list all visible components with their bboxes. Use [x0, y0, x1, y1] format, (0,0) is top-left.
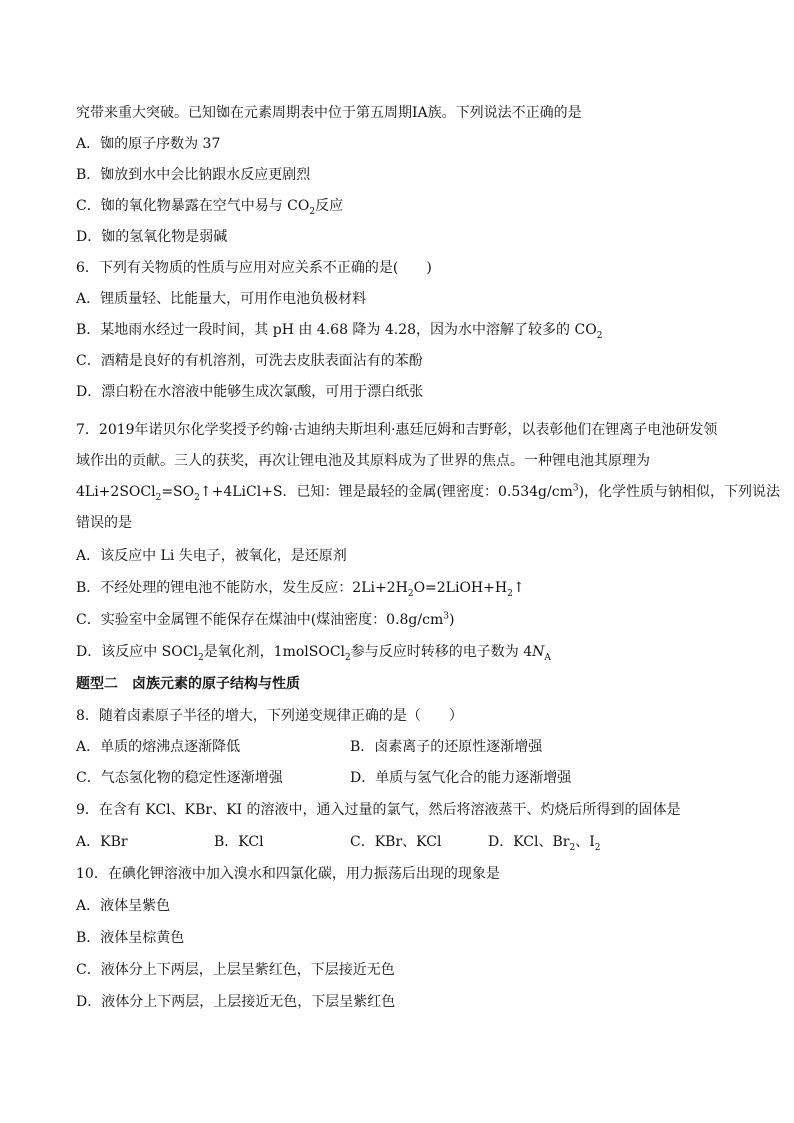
q9-stem: 9．在含有 KCl、KBr、KI 的溶液中，通入过量的氯气，然后将溶液蒸干、灼烧后所得到的固体是 [76, 802, 681, 818]
q6-stem: 6．下列有关物质的性质与应用对应关系不正确的是( ) [76, 260, 432, 276]
q8-option-d: D．单质与氢气化合的能力逐渐增强 [350, 770, 572, 786]
q7-stem-line-4: 错误的是 [76, 515, 132, 531]
q9-option-a: A．KBr [76, 834, 128, 850]
q9-option-c: C．KBr、KCl [350, 834, 442, 850]
q5-option-d: D．铷的氢氧化物是弱碱 [76, 229, 228, 245]
q8-stem: 8．随着卤素原子半径的增大，下列递变规律正确的是（ ） [76, 708, 463, 724]
q6-option-a: A．锂质量轻、比能量大，可用作电池负极材料 [76, 291, 367, 307]
q6-option-b: B．某地雨水经过一段时间，其 pH 由 4.68 降为 4.28，因为水中溶解了较多的 $CO_2$ [76, 322, 603, 341]
q10-option-c: C．液体分上下两层，上层呈紫红色，下层接近无色 [76, 962, 395, 978]
q8-option-c: C．气态氢化物的稳定性逐渐增强 [76, 770, 283, 786]
q10-stem: 10．在碘化钾溶液中加入溴水和四氯化碳，用力振荡后出现的现象是 [76, 866, 500, 882]
q9-option-b: B．KCl [214, 834, 264, 850]
q6-option-d: D．漂白粉在水溶液中能够生成次氯酸，可用于漂白纸张 [76, 384, 424, 400]
q9-option-d: D．KCl、$Br_2$、$I_2$ [488, 834, 601, 853]
section-2-title: 题型二 卤族元素的原子结构与性质 [76, 676, 300, 692]
q7-equation-line: $4Li+2SOCl_2=SO_2↑+4LiCl+S$．已知：锂是最轻的金属(锂密度：$0.534g/cm^3$)，化学性质与钠相似，下列说法 [76, 483, 781, 503]
q7-option-c: C．实验室中金属锂不能保存在煤油中(煤油密度：$0.8g/cm^3$) [76, 611, 455, 628]
q7-option-a: A．该反应中 Li 失电子，被氧化，是还原剂 [76, 548, 347, 564]
question-5-stem-continuation: 究带来重大突破。已知铷在元素周期表中位于第五周期ⅠA族。下列说法不正确的是 [76, 105, 582, 121]
q10-option-a: A．液体呈紫色 [76, 898, 171, 914]
q5-option-a: A．铷的原子序数为 37 [76, 136, 221, 152]
q7-stem-line-2: 域作出的贡献。三人的获奖，再次让锂电池及其原料成为了世界的焦点。一种锂电池其原理为 [76, 453, 650, 469]
q7-option-b: B．不经处理的锂电池不能防水，发生反应：$2Li+2H_2O=2LiOH+H_2↑$ [76, 580, 525, 599]
q5-option-b: B．铷放到水中会比钠跟水反应更剧烈 [76, 167, 311, 183]
q8-option-b: B．卤素离子的还原性逐渐增强 [350, 739, 543, 755]
q7-option-d: D．该反应中 SOCl$_2$是氧化剂，1molSOCl$_2$参与反应时转移的电子数为 $4N_A$ [76, 644, 551, 663]
q7-stem-line-1: 7．2019年诺贝尔化学奖授予约翰·古迪纳夫斯坦利·惠廷厄姆和吉野彰，以表彰他们在锂离子电池研发领 [76, 422, 718, 438]
q8-option-a: A．单质的熔沸点逐渐降低 [76, 739, 241, 755]
q10-option-b: B．液体呈棕黄色 [76, 930, 185, 946]
q5-option-c: C．铷的氧化物暴露在空气中易与 $CO_2$反应 [76, 198, 344, 217]
q6-option-c: C．酒精是良好的有机溶剂，可洗去皮肤表面沾有的苯酚 [76, 353, 423, 369]
q10-option-d: D．液体分上下两层，上层接近无色，下层呈紫红色 [76, 994, 396, 1010]
